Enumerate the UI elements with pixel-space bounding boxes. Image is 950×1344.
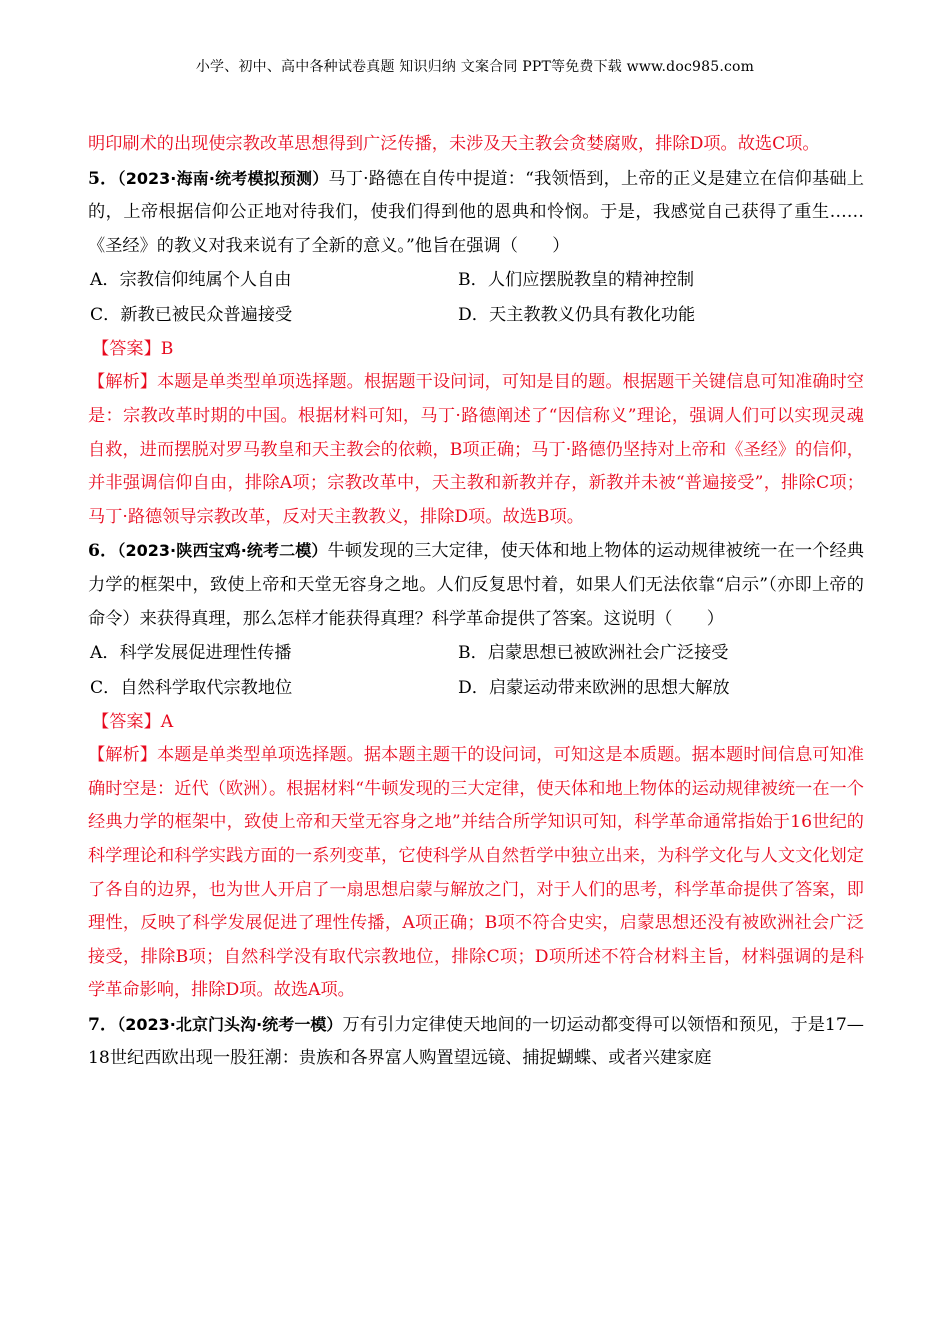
question-5-answer: 【答案】B xyxy=(92,339,174,360)
question-6-options-row-1 xyxy=(88,636,864,671)
question-5-option-c: C．新教已被民众普遍接受 xyxy=(90,304,293,325)
question-6-option-a: A．科学发展促进理性传播 xyxy=(90,643,292,664)
document-body xyxy=(88,128,864,1076)
question-6-analysis: 【解析】本题是单类型单项选择题。据本题主题干的设问词，可知这是本质题。据本题时间信息可知准确时空是：近代（欧洲）。根据材料“牛顿发现的三大定律，使天体和地上物体的运动规律被统一在一个经典力学的框架中，致使上帝和天堂无容身之地”并结合所学知识可知，科学革命通常指始于16世纪的科学理论和科学实践方面的一系列变革，它使科学从自然哲学中独立出来，为科学文化与人文文化划定了各自的边界，也为世人开启了一扇思想启蒙与解放之门，对于人们的思考，科学革命提供了答案，即理性，反映了科学发展促进了理性传播，A项正确；B项不符合史实，启蒙思想还没有被欧洲社会广泛接受，排除B项；自然科学没有取代宗教地位，排除C项；D项所述不符合材料主旨，材料强调的是科学革命影响，排除D项。故选A项。 xyxy=(88,745,864,1001)
question-6 xyxy=(88,534,864,1008)
question-5-option-d: D．天主教教义仍具有教化功能 xyxy=(458,304,696,325)
question-5-stem xyxy=(88,162,864,264)
question-5-source: （2023·海南·统考模拟预测） xyxy=(117,168,329,188)
question-5 xyxy=(88,162,864,535)
question-7-text: 万有引力定律使天地间的一切运动都变得可以领悟和预见，于是17—18世纪西欧出现一股狂潮：贵族和各界富人购置望远镜、捕捉蝴蝶、或者兴建家庭 xyxy=(88,1014,864,1069)
page-header: 小学、初中、高中各种试卷真题 知识归纳 文案合同 PPT等免费下载 www.doc985.com xyxy=(195,59,755,75)
question-5-options-row-1 xyxy=(88,263,864,298)
question-6-option-d: D．启蒙运动带来欧洲的思想大解放 xyxy=(458,677,730,698)
question-6-text: 牛顿发现的三大定律，使天体和地上物体的运动规律被统一在一个经典力学的框架中，致使上帝和天堂无容身之地。人们反复思忖着，如果人们无法依靠“启示”（亦即上帝的命令）来获得真理，那么怎样才能获得真理？科学革命提供了答案。这说明（ ） xyxy=(88,541,864,629)
question-5-text: 马丁·路德在自传中提道：“我领悟到，上帝的正义是建立在信仰基础上的，上帝根据信仰公正地对待我们，使我们得到他的恩典和怜悯。于是，我感觉自己获得了重生……《圣经》的教义对我来说有了全新的意义。”他旨在强调（ ） xyxy=(88,168,864,256)
question-6-stem xyxy=(88,534,864,636)
previous-analysis-continuation: 明印刷术的出现使宗教改革思想得到广泛传播，未涉及天主教会贪婪腐败，排除D项。故选C项。 xyxy=(88,134,820,154)
question-5-option-b: B．人们应摆脱教皇的精神控制 xyxy=(458,270,695,291)
question-6-option-b: B．启蒙思想已被欧洲社会广泛接受 xyxy=(458,643,729,664)
question-5-number: 5． xyxy=(88,168,118,189)
question-7-source: （2023·北京门头沟·统考一模） xyxy=(117,1014,343,1034)
question-6-options-row-2 xyxy=(88,671,864,706)
question-6-option-c: C．自然科学取代宗教地位 xyxy=(90,677,293,698)
question-5-options-row-2 xyxy=(88,298,864,333)
question-6-source: （2023·陕西宝鸡·统考二模） xyxy=(117,541,328,561)
question-6-number: 6． xyxy=(88,541,118,562)
question-7-number: 7． xyxy=(88,1014,118,1035)
question-7-stem xyxy=(88,1008,864,1076)
question-7 xyxy=(88,1008,864,1076)
question-5-analysis: 【解析】本题是单类型单项选择题。根据题干设问词，可知是目的题。根据题干关键信息可知准确时空是：宗教改革时期的中国。根据材料可知，马丁·路德阐述了“因信称义”理论，强调人们可以实现灵魂自救，进而摆脱对罗马教皇和天主教会的依赖，B项正确；马丁·路德仍坚持对上帝和《圣经》的信仰，并非强调信仰自由，排除A项；宗教改革中，天主教和新教并存，新教并未被“普遍接受”，排除C项；马丁·路德领导宗教改革，反对天主教教义，排除D项。故选B项。 xyxy=(88,372,864,527)
question-6-answer: 【答案】A xyxy=(92,712,174,733)
question-5-option-a: A．宗教信仰纯属个人自由 xyxy=(90,270,292,291)
